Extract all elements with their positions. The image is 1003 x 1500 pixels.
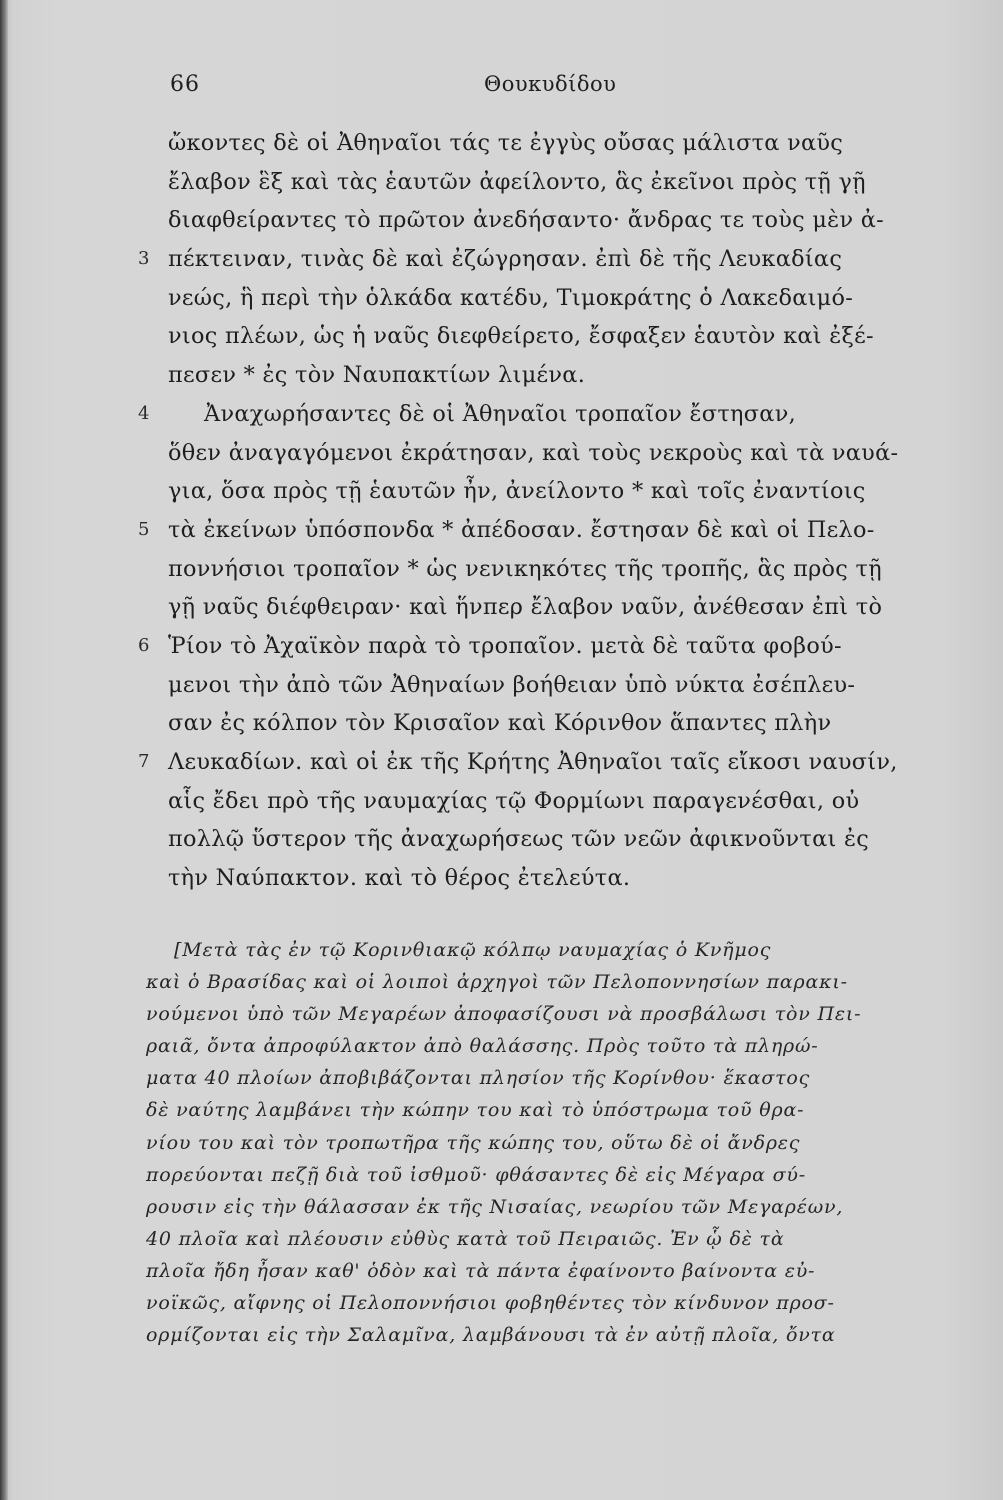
line-text: Ῥίον τὸ Ἀχαϊκὸν παρὰ τὸ τροπαῖον. μετὰ δὲ ταῦτα φοβού- — [168, 632, 842, 659]
summary-note-block — [0, 934, 1003, 1351]
running-title: Θουκυδίδου — [484, 72, 617, 96]
summary-line — [0, 1127, 1003, 1159]
line-text: ὤκοντες δὲ οἱ Ἀθηναῖοι τάς τε ἐγγὺς οὔσας μάλιστα ναῦς — [168, 130, 844, 156]
summary-line — [0, 1191, 1003, 1223]
line-text: μενοι τὴν ἀπὸ τῶν Ἀθηναίων βοήθειαν ὑπὸ νύκτα ἐσέπλευ- — [168, 671, 856, 698]
summary-line-text: πορεύονται πεζῇ διὰ τοῦ ἰσθμοῦ· φθάσαντες δὲ εἰς Μέγαρα σύ- — [146, 1163, 806, 1186]
summary-line — [0, 998, 1003, 1030]
text-line — [0, 550, 1003, 589]
section-number: 4 — [138, 402, 150, 424]
page-header — [0, 72, 1003, 102]
summary-line — [0, 1062, 1003, 1094]
text-line — [0, 743, 1003, 782]
line-text: ὅθεν ἀναγαγόμενοι ἐκράτησαν, καὶ τοὺς νεκροὺς καὶ τὰ ναυά- — [168, 439, 899, 466]
summary-line-text: νίου του καὶ τὸν τροπωτῆρα τῆς κώπης του, οὕτω δὲ οἱ ἄνδρες — [146, 1131, 801, 1154]
summary-line — [0, 934, 1003, 966]
summary-line — [0, 966, 1003, 998]
summary-line — [0, 1030, 1003, 1062]
summary-line — [0, 1094, 1003, 1126]
line-text: γῇ ναῦς διέφθειραν· καὶ ἥνπερ ἔλαβον ναῦν, ἀνέθεσαν ἐπὶ τὸ — [168, 594, 883, 621]
text-line — [0, 434, 1003, 473]
text-line — [0, 472, 1003, 511]
text-line — [0, 704, 1003, 743]
summary-line — [0, 1159, 1003, 1191]
line-text: για, ὅσα πρὸς τῇ ἑαυτῶν ἦν, ἀνείλοντο * καὶ τοῖς ἐναντίοις — [168, 478, 866, 505]
text-line — [0, 782, 1003, 821]
text-line — [0, 395, 1003, 434]
summary-line — [0, 1319, 1003, 1351]
line-text: Λευκαδίων. καὶ οἱ ἐκ τῆς Κρήτης Ἀθηναῖοι ταῖς εἴκοσι ναυσίν, — [168, 749, 898, 775]
line-text: ἔλαβον ἓξ καὶ τὰς ἑαυτῶν ἀφείλοντο, ἃς ἐκεῖνοι πρὸς τῇ γῇ — [168, 168, 866, 195]
summary-line-text: ρουσιν εἰς τὴν θάλασσαν ἐκ τῆς Νισαίας, νεωρίου τῶν Μεγαρέων, — [146, 1195, 844, 1218]
summary-line-text: ματα 40 πλοίων ἀποβιβάζονται πλησίον τῆς Κορίνθου· ἕκαστος — [146, 1067, 811, 1090]
section-number: 6 — [138, 634, 150, 656]
text-line — [0, 356, 1003, 395]
line-text: πολλῷ ὕστερον τῆς ἀναχωρήσεως τῶν νεῶν ἀφικνοῦνται ἐς — [168, 826, 870, 853]
page-number: 66 — [170, 72, 200, 97]
line-text: διαφθείραντες τὸ πρῶτον ἀνεδήσαντο· ἄνδρας τε τοὺς μὲν ἀ- — [168, 207, 885, 234]
summary-line — [0, 1223, 1003, 1255]
line-text: πεσεν * ἐς τὸν Ναυπακτίων λιμένα. — [168, 362, 586, 389]
line-text: πέκτειναν, τινὰς δὲ καὶ ἐζώγρησαν. ἐπὶ δὲ τῆς Λευκαδίας — [168, 246, 843, 273]
text-line — [0, 627, 1003, 666]
line-text: νεώς, ἣ περὶ τὴν ὁλκάδα κατέδυ, Τιμοκράτης ὁ Λακεδαιμό- — [168, 284, 854, 311]
line-text: τὰ ἐκείνων ὑπόσπονδα * ἀπέδοσαν. ἔστησαν δὲ καὶ οἱ Πελο- — [168, 516, 875, 543]
line-text: αἷς ἔδει πρὸ τῆς ναυμαχίας τῷ Φορμίωνι παραγενέσθαι, οὐ — [168, 787, 860, 814]
text-line — [0, 124, 1003, 163]
section-number: 3 — [138, 248, 150, 270]
summary-line-text: ορμίζονται εἰς τὴν Σαλαμῖνα, λαμβάνουσι τὰ ἐν αὐτῇ πλοῖα, ὄντα — [146, 1324, 836, 1347]
text-line — [0, 859, 1003, 898]
summary-line-text: δὲ ναύτης λαμβάνει τὴν κώπην του καὶ τὸ ὑπόστρωμα τοῦ θρα- — [146, 1099, 805, 1122]
summary-line — [0, 1255, 1003, 1287]
summary-line — [0, 1287, 1003, 1319]
line-text: ποννήσιοι τροπαῖον * ὡς νενικηκότες τῆς τροπῆς, ἃς πρὸς τῇ — [168, 555, 882, 582]
text-line — [0, 201, 1003, 240]
text-line — [0, 820, 1003, 859]
line-text: σαν ἐς κόλπον τὸν Κρισαῖον καὶ Κόρινθον ἅπαντες πλὴν — [168, 710, 832, 737]
main-text-block — [0, 124, 1003, 898]
text-line — [0, 511, 1003, 550]
text-line — [0, 588, 1003, 627]
summary-line-text: ραιᾶ, ὄντα ἀπροφύλακτον ἀπὸ θαλάσσης. Πρὸς τοῦτο τὰ πληρώ- — [146, 1035, 819, 1058]
summary-line-text: καὶ ὁ Βρασίδας καὶ οἱ λοιποὶ ἀρχηγοὶ τῶν Πελοποννησίων παρακι- — [146, 971, 848, 994]
text-line — [0, 317, 1003, 356]
text-line — [0, 240, 1003, 279]
section-number: 7 — [138, 751, 150, 772]
summary-line-text: πλοῖα ἤδη ἦσαν καθ' ὁδὸν καὶ τὰ πάντα ἐφαίνοντο βαίνοντα εὐ- — [146, 1259, 816, 1282]
text-line — [0, 279, 1003, 318]
summary-line-text: νούμενοι ὑπὸ τῶν Μεγαρέων ἀποφασίζουσι νὰ προσβάλωσι τὸν Πει- — [146, 1003, 862, 1026]
line-text: τὴν Ναύπακτον. καὶ τὸ θέρος ἐτελεύτα. — [168, 865, 631, 892]
text-line — [0, 666, 1003, 705]
summary-line-text: νοϊκῶς, αἴφνης οἱ Πελοποννήσιοι φοβηθέντες τὸν κίνδυνον προσ- — [146, 1292, 835, 1315]
summary-line-text: [Μετὰ τὰς ἐν τῷ Κορινθιακῷ κόλπῳ ναυμαχίας ὁ Κνῆμος — [174, 939, 772, 961]
text-line — [0, 163, 1003, 202]
summary-line-text: 40 πλοῖα καὶ πλέουσιν εὐθὺς κατὰ τοῦ Πειραιῶς. Ἐν ᾧ δὲ τὰ — [146, 1227, 785, 1250]
line-text: Ἀναχωρήσαντες δὲ οἱ Ἀθηναῖοι τροπαῖον ἔστησαν, — [204, 400, 796, 427]
line-text: νιος πλέων, ὡς ἡ ναῦς διεφθείρετο, ἔσφαξεν ἑαυτὸν καὶ ἐξέ- — [168, 323, 874, 350]
section-number: 5 — [138, 518, 150, 540]
